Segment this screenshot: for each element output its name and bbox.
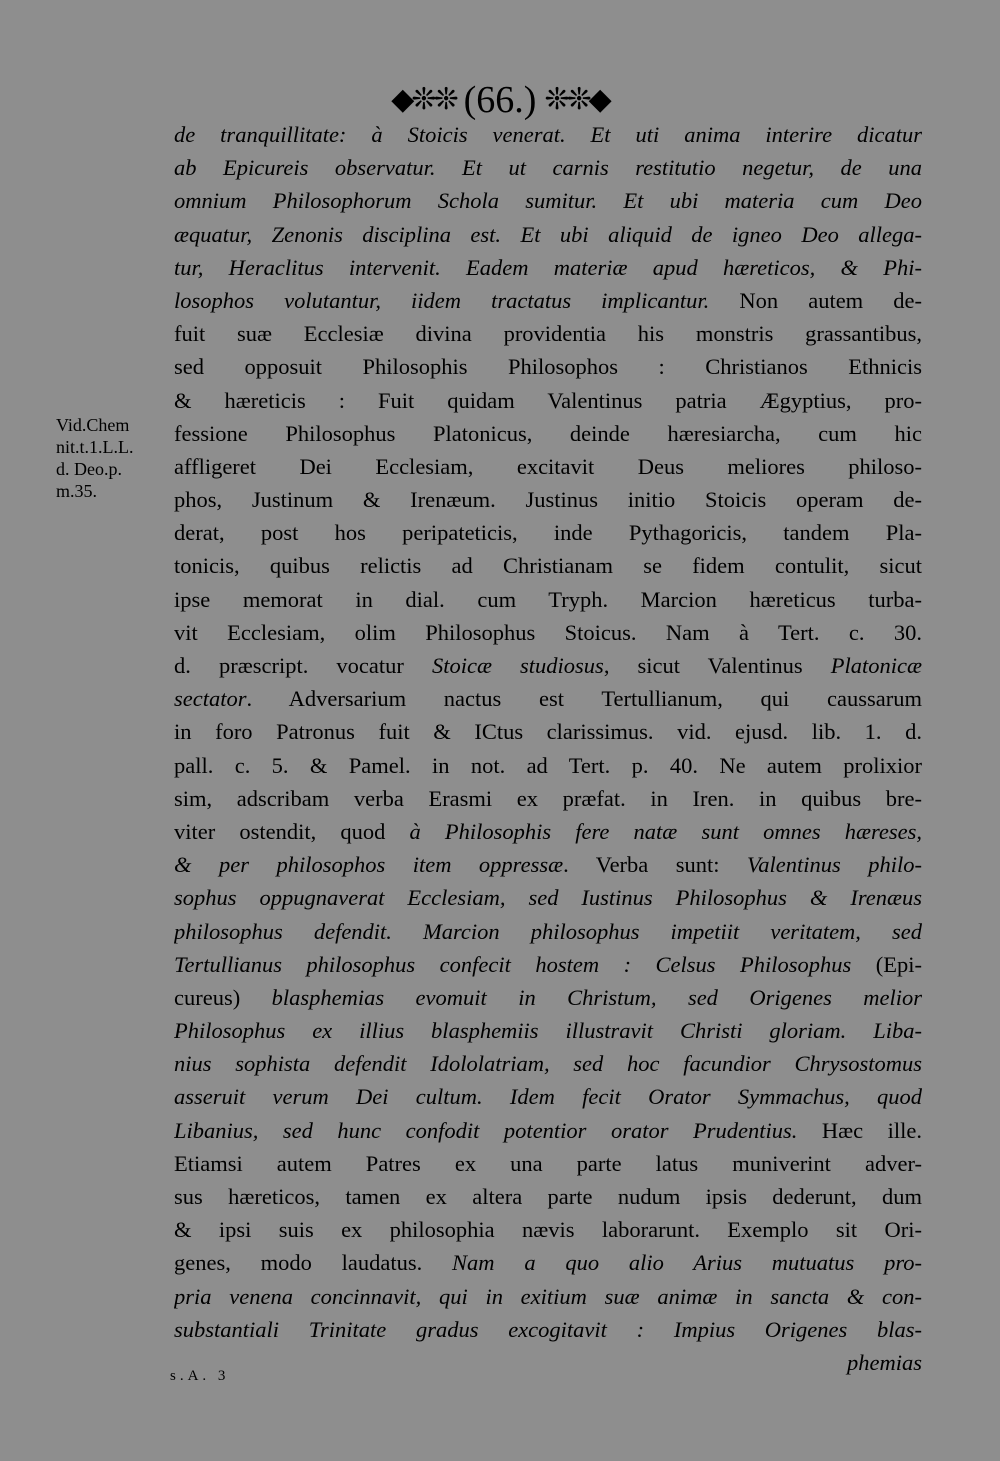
text-run: & ipsi suis ex philosophia nævis laborarunt. Exemplo sit Ori- (174, 1217, 922, 1243)
text-run: , sicut Valentinus (603, 653, 831, 678)
text-line (174, 981, 922, 1014)
text-line (174, 815, 922, 848)
text-run: fessione Philosophus Platonicus, deinde hæresiarcha, cum hic (174, 420, 922, 446)
text-run: tonicis, quibus relictis ad Christianam se fidem contulit, sicut (174, 553, 922, 579)
text-run: derat, post hos peripateticis, inde Pythagoricis, tandem Pla- (174, 520, 922, 546)
text-line (174, 417, 922, 450)
text-run: tur, Heraclitus intervenit. Eadem materiæ apud hæreticos, & Phi- (174, 254, 922, 280)
text-run: pria venena concinnavit, qui in exitium suæ animæ in sancta & con- (174, 1283, 922, 1309)
text-line (174, 881, 922, 914)
text-run: Etiamsi autem Patres ex una parte latus muniverint adver- (174, 1150, 922, 1176)
text-line (174, 218, 922, 251)
text-run: sectator (174, 686, 247, 712)
text-run: asseruit verum Dei cultum. Idem fecit Orator Symmachus, quod (174, 1084, 922, 1110)
text-line (174, 350, 922, 383)
text-run: sus hæreticos, tamen ex altera parte nudum ipsis dederunt, dum (174, 1184, 922, 1209)
text-line (174, 1246, 922, 1279)
text-line (174, 1080, 922, 1113)
text-run: Tertullianus philosophus confecit hostem : Celsus Philosophus (174, 951, 852, 977)
text-run: à Philosophis fere natæ sunt omnes hæreses, (409, 818, 922, 844)
text-line (174, 848, 922, 881)
margin-note-line: d. Deo.p. (56, 459, 122, 479)
text-line (174, 616, 922, 649)
text-run: ab Epicureis observatur. Et ut carnis restitutio negetur, de una (174, 155, 922, 181)
text-run: genes, modo laudatus. (174, 1250, 453, 1276)
text-run: viter ostendit, quod (174, 818, 410, 844)
text-run: affligeret Dei Ecclesiam, excitavit Deus meliores philoso- (174, 453, 922, 479)
text-run: phos, Justinum & Irenæum. Justinus initio Stoicis operam de- (174, 487, 922, 513)
text-run: fuit suæ Ecclesiæ divina providentia his monstris grassantibus, (174, 321, 922, 347)
text-line (174, 184, 922, 217)
text-line (174, 1180, 922, 1213)
text-run: sim, adscribam verba Erasmi ex præfat. in Iren. in quibus bre- (174, 785, 922, 811)
text-line (174, 251, 922, 284)
text-line (174, 682, 922, 715)
text-line (174, 1147, 922, 1180)
text-line (174, 549, 922, 582)
text-run: Philosophus ex illius blasphemiis illustravit Christi gloriam. Liba- (174, 1018, 922, 1044)
text-line (174, 583, 922, 616)
margin-note-line: m.35. (56, 481, 98, 501)
text-run: philosophus defendit. Marcion philosophus impetiit veritatem, sed (174, 918, 922, 944)
text-run: in foro Patronus fuit & ICtus clarissimus. vid. ejusd. lib. 1. d. (174, 719, 922, 745)
text-run: sed opposuit Philosophis Philosophos : Christianos Ethnicis (174, 354, 922, 380)
text-run: cureus) (174, 984, 272, 1010)
text-run: sophus oppugnaverat Ecclesiam, sed Iustinus Philosophus & Irenæus (174, 885, 922, 911)
text-line (174, 384, 922, 417)
text-run: Non autem de- (709, 287, 922, 313)
text-run: Hæc ille. (797, 1117, 922, 1143)
text-line (174, 1213, 922, 1246)
text-run: . Adversarium nactus est Tertullianum, qui caussarum (246, 686, 922, 712)
body-text (174, 118, 922, 1379)
text-run: d. præscript. vocatur (174, 653, 432, 678)
text-run: æquatur, Zenonis disciplina est. Et ubi aliquid de igneo Deo allega- (174, 221, 922, 247)
text-line (174, 1114, 922, 1147)
text-line (174, 317, 922, 350)
text-line (174, 782, 922, 815)
catchword (174, 1346, 922, 1379)
text-line (174, 948, 922, 981)
text-line (174, 450, 922, 483)
header-ornament-left-icon: ◆❊❊ (391, 82, 456, 117)
text-line (174, 649, 922, 682)
text-run: nius sophista defendit Idololatriam, sed hoc facundior Chrysostomus (174, 1051, 922, 1077)
text-line (174, 915, 922, 948)
catchword-text: phemias (847, 1349, 922, 1375)
text-line (174, 516, 922, 549)
text-line (174, 1047, 922, 1080)
text-run: & hæreticis : Fuit quidam Valentinus patria Ægyptius, pro- (174, 387, 922, 413)
text-line (174, 1280, 922, 1313)
text-line (174, 483, 922, 516)
text-run: omnium Philosophorum Schola sumitur. Et ubi materia cum Deo (174, 188, 922, 214)
text-run: vit Ecclesiam, olim Philosophus Stoicus. Nam à Tert. c. 30. (174, 619, 922, 645)
text-run: Nam a quo alio Arius mutuatus pro- (452, 1250, 922, 1276)
text-line (174, 284, 922, 317)
text-run: de tranquillitate: à Stoicis venerat. Et uti anima interire dicatur (174, 122, 922, 147)
text-run: pall. c. 5. & Pamel. in not. ad Tert. p. 40. Ne autem prolixior (174, 752, 922, 778)
page-header (0, 78, 1000, 122)
margin-note (56, 414, 174, 502)
text-line (174, 151, 922, 184)
margin-note-line: nit.t.1.L.L. (56, 437, 134, 457)
text-run: losophos volutantur, iidem tractatus implicantur. (174, 287, 710, 313)
text-run: Valentinus philo- (747, 852, 922, 878)
text-line (174, 118, 922, 151)
text-run: substantiali Trinitate gradus excogitavit : Impius Origenes blas- (174, 1316, 922, 1342)
text-run: blasphemias evomuit in Christum, sed Origenes melior (271, 984, 922, 1010)
text-line (174, 715, 922, 748)
text-run: Platonicæ (830, 653, 922, 678)
footer-mark: s.A. 3 (170, 1368, 230, 1384)
text-run: ipse memorat in dial. cum Tryph. Marcion hæreticus turba- (174, 586, 922, 612)
text-run: Libanius, sed hunc confodit potentior orator Prudentius. (174, 1117, 798, 1143)
text-run: Stoicæ studiosus (431, 653, 604, 678)
margin-note-line: Vid.Chem (56, 415, 130, 435)
text-run: . Verba sunt: (563, 852, 748, 878)
text-run: (Epi- (851, 951, 922, 977)
text-line (174, 1313, 922, 1346)
header-ornament-right-icon: ❊❊◆ (544, 82, 609, 117)
page-number: (66.) (463, 79, 537, 121)
text-line (174, 749, 922, 782)
text-run: & per philosophos item oppressæ (174, 852, 564, 878)
text-line (174, 1014, 922, 1047)
